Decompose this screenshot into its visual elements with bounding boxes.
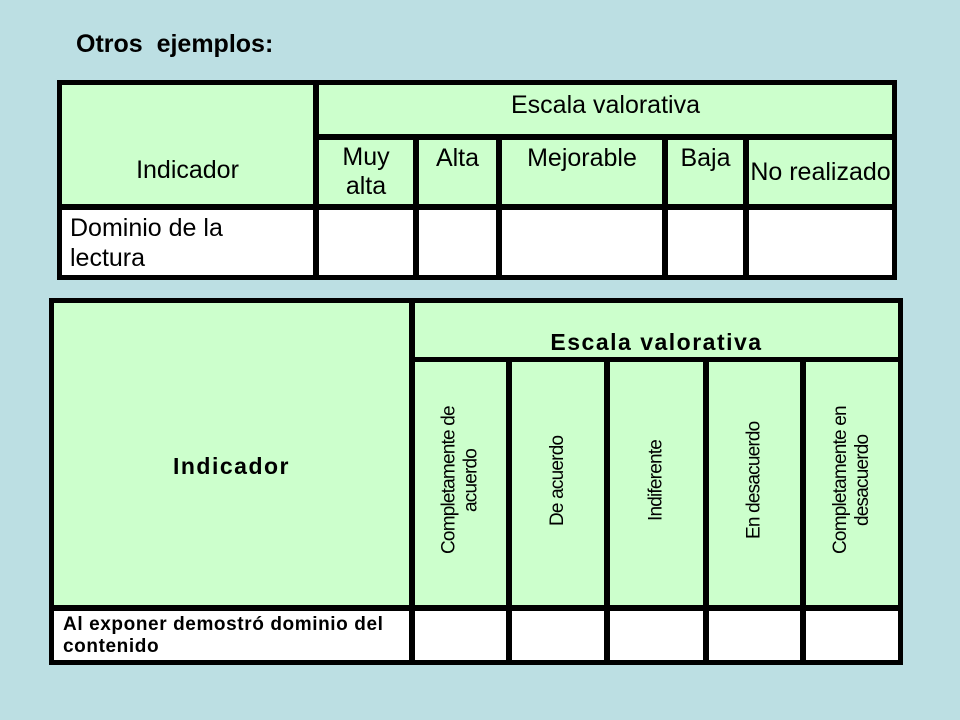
column-label-en-desacuerdo: En desacuerdo: [743, 421, 765, 539]
column-label-alta: Alta: [435, 143, 480, 172]
rating-table-2: [49, 298, 903, 665]
column-label-indiferente: Indiferente: [645, 440, 667, 521]
rating-cell-de-acuerdo[interactable]: [512, 611, 604, 660]
column-label-de-acuerdo: De acuerdo: [547, 435, 568, 526]
rating-cell-alta[interactable]: [419, 210, 496, 275]
column-label-mejorable: Mejorable: [527, 143, 637, 172]
column-label-no-realizado: No realizado: [750, 157, 891, 186]
rating-cell-baja[interactable]: [668, 210, 743, 275]
rating-cell-no-realizado[interactable]: [749, 210, 892, 275]
row-label: Al exponer demostró dominio del contenido: [63, 613, 384, 657]
rating-cell-completamente-en-desacuerdo[interactable]: [806, 611, 898, 660]
rating-cell-en-desacuerdo[interactable]: [709, 611, 800, 660]
column-label-baja: Baja: [680, 143, 731, 172]
indicator-header-label: Indicador: [136, 155, 239, 184]
column-label-completamente-en-desacuerdo: Completamente en desacuerdo: [830, 406, 873, 554]
rating-cell-mejorable[interactable]: [502, 210, 662, 275]
rating-cell-indiferente[interactable]: [610, 611, 703, 660]
rating-cell-completamente-de-acuerdo[interactable]: [415, 611, 506, 660]
column-label-completamente-de-acuerdo: Completamente de acuerdo: [438, 406, 482, 554]
row-label: Dominio de la lectura: [70, 213, 223, 272]
indicator-header-label: Indicador: [172, 452, 290, 479]
scale-header-label: Escala valorativa: [511, 90, 700, 119]
page-title: Otros ejemplos:: [76, 30, 274, 58]
rating-cell-muy-alta[interactable]: [319, 210, 413, 275]
rating-table-1: [57, 80, 897, 280]
scale-header-label: Escala valorativa: [550, 328, 763, 355]
column-label-muy-alta: Muy alta: [342, 143, 390, 200]
